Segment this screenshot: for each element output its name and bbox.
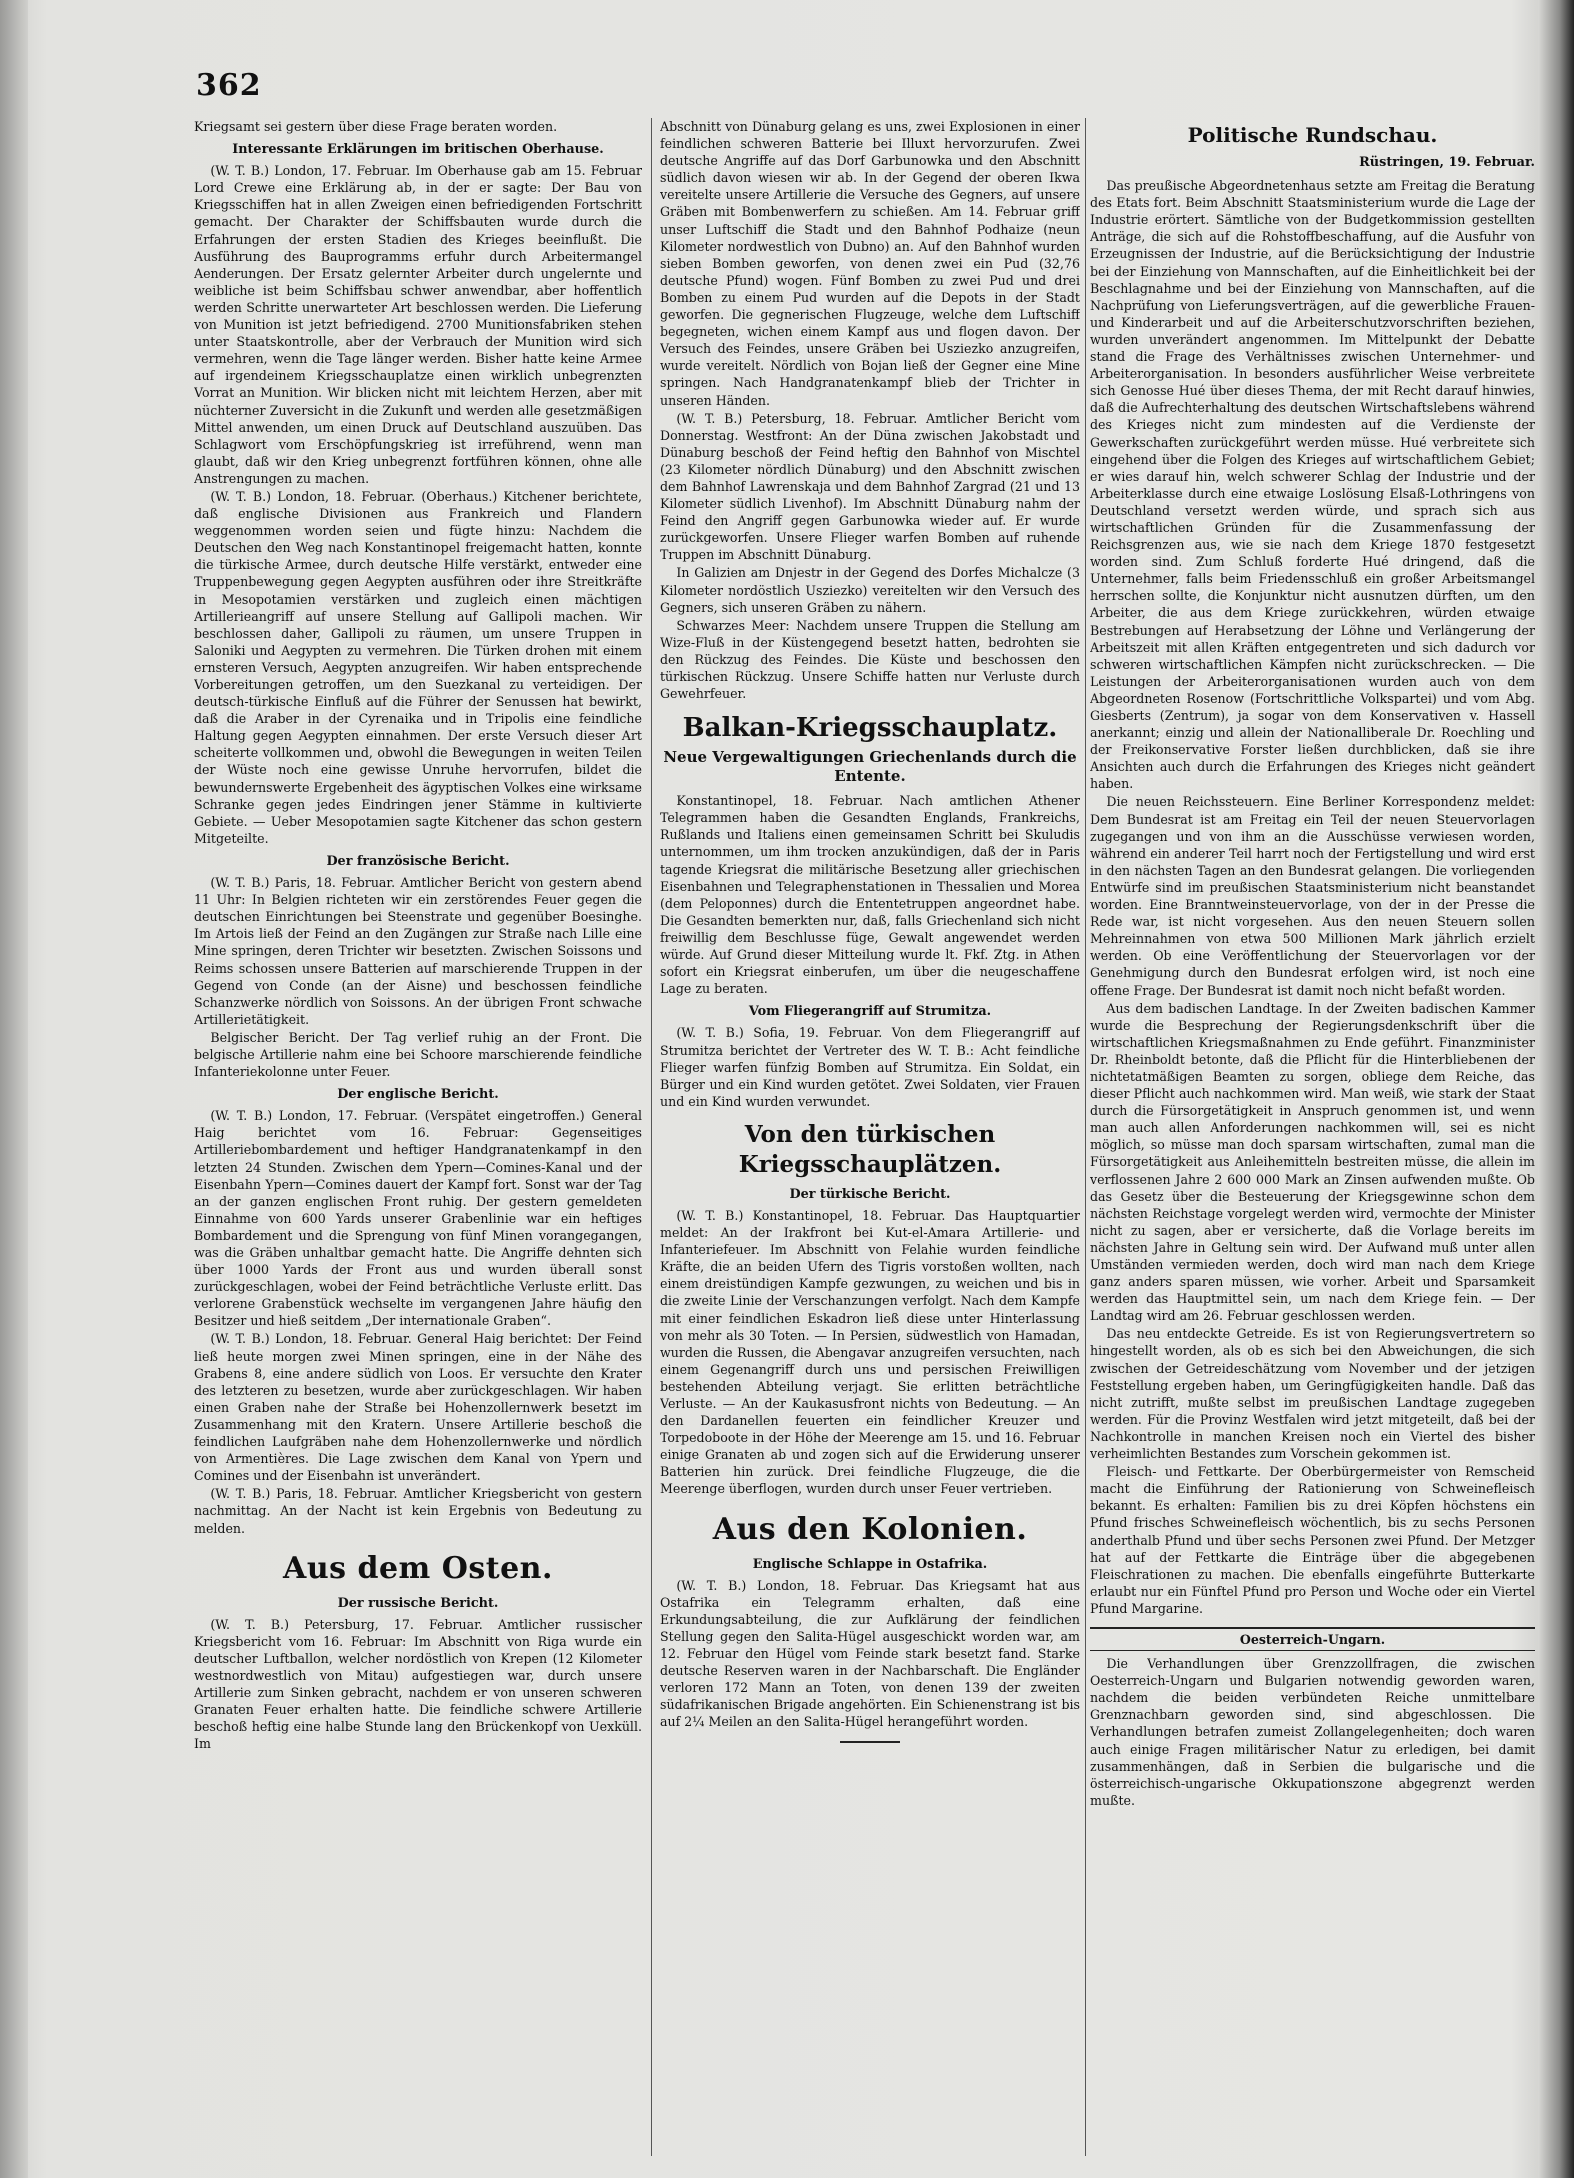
article-paragraph: (W. T. B.) Sofia, 19. Februar. Von dem Fliegerangriff auf Strumitza berichtet der Vertreter des W. T. B.: Acht feindliche Flieger warfen fünfzig Bomben auf Strumitza. Ein Soldat, ein Bürger und ein Kind wurden getötet. Zwei Soldaten, vier Frauen und ein Kind wurden verwundet. [660,1025,1080,1109]
article-paragraph: (W. T. B.) Petersburg, 17. Februar. Amtlicher russischer Kriegsbericht vom 16. Februar: Im Abschnitt von Riga wurde ein deutscher Luftballon, welcher nordöstlich von Krepen (12 Kilometer westnordwestlich von Mitau) aufgestiegen war, durch unsere Artillerie zum Sinken gebracht, nachdem er von unseren schweren Granaten Feuer erhalten hatte. Die feindliche schwere Artillerie beschoß heftig eine halbe Stunde lang den Brückenkopf von Uexküll. Im [194,1616,642,1752]
section-heading-kolonien: Aus den Kolonien. [712,1511,1028,1547]
article-paragraph: (W. T. B.) London, 17. Februar. (Verspätet eingetroffen.) General Haig berichtet vom 16. Februar: Gegenseitiges Artilleriebombardement und heftiger Handgranatenkampf in den letzten 24 Stunden. Zwischen dem Ypern—Comines-Kanal und der Eisenbahn Ypern—Comines dauert der Kampf fort. Sonst war der Tag an der ganzen englischen Front ruhig. Der gestern gemeldeten Einnahme von 600 Yards unserer Grabenlinie war ein heftiges Bombardement und die Sprengung von fünf Minen vorangegangen, was die Gräben unhaltbar gemacht hatte. Die Angriffe dehnten sich über 1000 Yards der Front aus und wurden überall sonst zurückgeschlagen, wobei der Feind beträchtliche Verluste erlitt. Das verlorene Grabenstück wechselte im vergangenen Jahre häufig den Besitzer und hieß seitdem „Der internationale Graben“. [194,1108,642,1329]
column-divider-2 [1085,118,1086,2156]
article-paragraph: (W. T. B.) Konstantinopel, 18. Februar. Das Hauptquartier meldet: An der Irakfront bei Kut-el-Amara Artillerie- und Infanteriefeuer. Im Abschnitt von Felahie wurden feindliche Kräfte, die an beiden Ufern des Tigris vorstoßen wollten, nach einem dreistündigen Kampfe gezwungen, zu weichen und bis in die zweite Linie der Verschanzungen verfolgt. Nach dem Kampfe mit einer feindlichen Eskadron ließ diese unter Hinterlassung von mehr als 30 Toten. — In Persien, südwestlich von Hamadan, wurden die Russen, die Abengavar anzugreifen versuchten, nach einem Gegenangriff durch uns und persischen Freiwilligen bestehenden Abteilung verjagt. Sie erlitten beträchtliche Verluste. — An der Kaukasusfront nichts von Bedeutung. — An den Dardanellen feuerten ein feindlicher Kreuzer und Torpedoboote in der Höhe der Meerenge am 15. und 16. Februar einige Granaten ab und zogen sich auf die Erwiderung unserer Batterien hin zurück. Drei feindliche Flugzeuge, die die Meerenge überflogen, wurden durch unser Feuer vertrieben. [660,1207,1080,1497]
column-divider-1 [651,118,652,2156]
page-number: 362 [196,68,262,103]
section-subheading: Englische Schlappe in Ostafrika. [752,1556,988,1572]
article-paragraph: Konstantinopel, 18. Februar. Nach amtlichen Athener Telegrammen haben die Gesandten Englands, Frankreichs, Rußlands und Italiens einen gemeinsamen Schritt bei Skuludis unternommen, um ihm trocken anzukündigen, daß der in Paris tagende Kriegsrat die militärische Besetzung aller griechischen Eisenbahnen und Telegraphenstationen in Thessalien und Morea (dem Peloponnes) durch die Ententetruppen angeordnet habe. Die Gesandten bemerkten nur, daß, falls Griechenland sich nicht freiwillig dem Beschlusse füge, Gewalt angewendet werden würde. Auf Grund dieser Mitteilung wurde lt. Fkf. Ztg. in Athen sofort ein Kriegsrat einberufen, um über die neugeschaffene Lage zu beraten. [660,793,1080,997]
article-paragraph: Das neu entdeckte Getreide. Es ist von Regierungsvertretern so hingestellt worden, als ob es sich bei den Abweichungen, die sich zwischen der Getreideschätzung vom November und der jetzigen Feststellung ergeben haben, um Geringfügigkeiten handle. Daß das nicht zutrifft, mußte selbst im preußischen Landtage zugegeben werden. Für die Provinz Westfalen wird jetzt mitgeteilt, daß bei der Nachkontrolle in manchen Kreisen noch ein Viertel des bisher verheimlichten Bestandes zum Vorschein gekommen ist. [1090,1326,1535,1462]
article-paragraph: (W. T. B.) London, 18. Februar. Das Kriegsamt hat aus Ostafrika ein Telegramm erhalten, daß eine Erkundungsabteilung, die zur Aufklärung der feindlichen Stellung gegen den Salita-Hügel ausgeschickt worden war, am 12. Februar den Hügel vom Feinde stark besetzt fand. Starke deutsche Reserven waren in der Nachbarschaft. Die Engländer verloren 172 Mann an Toten, von denen 139 der zweiten südafrikanischen Brigade angehörten. Ein Schienenstrang ist bis auf 2¼ Meilen an den Salita-Hügel herangeführt worden. [660,1577,1080,1730]
article-paragraph: (W. T. B.) Paris, 18. Februar. Amtlicher Bericht von gestern abend 11 Uhr: In Belgien richteten wir ein zerstörendes Feuer gegen die deutschen Einrichtungen bei Steenstrate und gegenüber Boesinghe. Im Artois ließ der Feind an den Zugängen zur Straße nach Lille eine Mine springen, deren Trichter wir besetzten. Zwischen Soissons und Reims schossen unsere Batterien auf marschierende Truppen in der Gegend von Conde (an der Aisne) und beschossen feindliche Schanzwerke nördlich von Soissons. An der übrigen Front schwache Artillerietätigkeit. [194,875,642,1027]
section-subheading: Vom Fliegerangriff auf Strumitza. [748,1004,992,1020]
section-heading-oesterreich: Oesterreich-Ungarn. [1090,1627,1535,1651]
page-right-edge [1538,0,1574,2178]
article-paragraph: Das preußische Abgeordnetenhaus setzte am Freitag die Beratung des Etats fort. Beim Abschnitt Staatsministerium wurde die Lage der Industrie erörtert. Sämtliche von der Budgetkommission gestellten Anträge, die sich auf die Rohstoffbeschaffung, auf die Ausfuhr von Erzeugnissen der Industrie, auf die Berücksichtigung der Industrie bei der Einziehung von Mannschaften, auf die Einheitlichkeit bei der Beschlagnahme und bei der Einziehung von Mannschaften, auf die Nachprüfung von Lieferungsverträgen, auf die gewerbliche Frauen- und Kinderarbeit und auf die Arbeiterschutzvorschriften beziehen, wurden unverändert angenommen. Im Mittelpunkt der Debatte stand die Frage des Verhältnisses zwischen Unternehmer- und Arbeiterorganisation. In besonders ausführlicher Weise verbreitete sich Genosse Hué über dieses Thema, der mit Recht darauf hinwies, daß die Aufrechterhaltung des deutschen Wirtschaftslebens während des Krieges nicht zum mindesten auf die Verdienste der Gewerkschaften zurückgeführt werden müsse. Hué verbreitete sich eingehend über die Folgen des Krieges auf wirtschaftlichem Gebiet; er wies darauf hin, welch schwerer Schlag der Industrie und der Arbeiterklasse durch eine etwaige Loslösung Elsaß-Lothringens von Deutschland versetzt werden würde, und sprach sich aus wirtschaftlichen Gründen für die Zusammenfassung der Reichsgrenzen aus, wie sie nach dem Kriege 1870 festgesetzt worden sind. Zum Schluß forderte Hué dringend, daß die Unternehmer, falls beim Friedensschluß ein großer Arbeitsmangel herrschen sollte, die Konjunktur nicht ausnutzen dürften, um den Arbeiter, die aus dem Kriege zurückkehren, würden etwaige Bestrebungen auf Herabsetzung der Löhne und Verlängerung der Arbeitszeit mit allen Kräften entgegentreten und sich dadurch vor schweren wirtschaftlichen Kämpfen nicht zurückschrecken. — Die Leistungen der Arbeiterorganisationen wurden auch von dem Abgeordneten Rosenow (Fortschrittliche Volkspartei) und vom Abg. Giesberts (Zentrum), ja sogar von dem Konservativen v. Hassell anerkannt; einzig und allein der Nationalliberale Dr. Roechling und der Freikonservative Forster ließen durchblicken, daß sie ihre Ansichten auch durch die Erfahrungen des Krieges nicht geändert haben. [1090,178,1535,792]
article-paragraph: Aus dem badischen Landtage. In der Zweiten badischen Kammer wurde die Besprechung der Regierungsdenkschrift über die wirtschaftlichen Kriegsmaßnahmen zu Ende geführt. Finanzminister Dr. Rheinboldt betonte, daß die Pflicht für die Hinterbliebenen der nichtetatmäßigen Beamten zu sorgen, obliege dem Reiche, das dieser Pflicht auch nachkommen wird. Man weiß, wie stark der Staat durch die Fürsorgetätigkeit in Anspruch genommen ist, und wenn man auch allen Anforderungen nachkommen will, sei es nicht möglich, so müsse man doch sparsam wirtschaften, zumal man die Fürsorgetätigkeit aus Anleihemitteln bestreiten müsse, die allein im verflossenen Jahre 2 600 000 Mark an Zinsen aufwenden mußte. Ob das Gesetz über die Besteuerung der Kriegsgewinne schon dem nächsten Reichstage vorgelegt werden wird, vermochte der Minister nicht zu sagen, aber er versicherte, daß die Vorlage bereits im nächsten Jahre in Geltung sein wird. Der Aufwand muß unter allen Umständen vermieden werden, doch wird man nach dem Kriege ganz anders sparen müssen, wie vorher. Arbeit und Sparsamkeit werden das Hauptmittel sein, um nach dem Kriege fein. — Der Landtag wird am 26. Februar geschlossen werden. [1090,1000,1535,1324]
column-3 [1090,118,1535,2158]
article-paragraph: (W. T. B.) London, 18. Februar. (Oberhaus.) Kitchener berichtete, daß englische Divisionen aus Frankreich und Flandern weggenommen worden seien und fügte hinzu: Nachdem die Deutschen den Weg nach Konstantinopel freigemacht hatten, konnte die türkische Armee, durch deutsche Hilfe verstärkt, entweder eine Truppenbewegung gegen Aegypten ausführen oder ihre Streitkräfte in Mesopotamien verstärken und zugleich einen mächtigen Artillerieangriff auf unsere Stellung auf Gallipoli machen. Wir beschlossen daher, Gallipoli zu räumen, um unsere Truppen in Saloniki und Aegypten zu vermehren. Die Türken drohen mit einem ernsteren Versuch, Aegypten anzugreifen. Wir haben entsprechende Vorbereitungen getroffen, um den Suezkanal zu verteidigen. Der deutsch-türkische Einfluß auf die Führer der Senussen hat bewirkt, daß die Araber in der Cyrenaika und in Tripolis eine feindliche Haltung gegen Aegypten einnahmen. Der erste Versuch dieser Art scheiterte vollkommen und, obwohl die Bewegungen in weiten Teilen der Wüste noch eine gewisse Unruhe hervorrufen, bildet die bewundernswerte Ergebenheit des ägyptischen Volkes eine wirksame Schranke gegen jedes Eindringen jener Stämme in kultivierte Gebiete. — Ueber Mesopotamien sagte Kitchener das schon gestern Mitgeteilte. [194,488,642,846]
end-rule [840,1741,900,1743]
section-subheading: Der englische Bericht. [337,1087,499,1103]
article-paragraph: Fleisch- und Fettkarte. Der Oberbürgermeister von Remscheid macht die Einführung der Rationierung von Schweinefleisch bekannt. Es erhalten: Familien bis zu drei Köpfen höchstens ein Pfund frisches Schweinefleisch wöchentlich, bis zu sechs Personen anderthalb Pfund und über sechs Personen zwei Pfund. Der Metzger hat auf der Fettkarte die Einträge über die abgegebenen Fleischrationen zu machen. Die ebenfalls eingeführte Butterkarte erlaubt nur ein Fünftel Pfund pro Person und Woche oder ein Viertel Pfund Margarine. [1090,1464,1535,1616]
section-heading-osten: Aus dem Osten. [283,1550,553,1586]
section-heading-balkan: Balkan-Kriegsschauplatz. [682,713,1058,744]
article-paragraph: (W. T. B.) London, 17. Februar. Im Oberhause gab am 15. Februar Lord Crewe eine Erklärung ab, in der er sagte: Der Bau von Kriegsschiffen hat in allen Zweigen einen befriedigenden Fortschritt gemacht. Der Charakter der Schiffsbauten wurde durch die Erfahrungen der ersten Stadien des Krieges beeinflußt. Die Ausführung des Bauprogramms erfuhr durch Arbeitermangel Aenderungen. Der Ersatz gelernter Arbeiter durch ungelernte und weibliche ist beim Schiffsbau schwer anwendbar, aber hoffentlich werden Schritte unerwarteter Art beschlossen werden. Die Lieferung von Munition ist jetzt befriedigend. 2700 Munitionsfabriken stehen unter Staatskontrolle, aber der Verbrauch der Munition wird sich vermehren, wenn die Tage länger werden. Bisher hatte keine Armee auf irgendeinem Kriegsschauplatze einen wirklich unbegrenzten Vorrat an Munition. Wir blicken nicht mit leichtem Herzen, aber mit nüchterner Zuversicht in die Zukunft und werden alle gesetzmäßigen Mittel anwenden, um einen Druck auf Deutschland auszuüben. Das Schlagwort vom Erschöpfungskrieg ist irreführend, wenn man glaubt, daß wir den Krieg unbegrenzt fortführen können, ohne alle Anstrengungen zu machen. [194,163,642,486]
article-paragraph: In Galizien am Dnjestr in der Gegend des Dorfes Michalcze (3 Kilometer nordöstlich Usziezko) vereitelten wir den Versuch des Gegners, sich unseren Gräben zu nähern. [660,565,1080,615]
section-subheading: Interessante Erklärungen im britischen Oberhause. [232,142,604,158]
article-paragraph: Belgischer Bericht. Der Tag verlief ruhig an der Front. Die belgische Artillerie nahm eine bei Schoore marschierende feindliche Infanteriekolonne unter Feuer. [194,1029,642,1080]
section-heading-tuerkisch: Von den türkischen Kriegsschauplätzen. [738,1120,1002,1178]
dateline: Rüstringen, 19. Februar. [1359,155,1535,170]
article-paragraph: Abschnitt von Dünaburg gelang es uns, zwei Explosionen in einer feindlichen schweren Batterie bei Illuxt hervorzurufen. Zwei deutsche Angriffe auf das Dorf Garbunowka und den Abschnitt südlich davon wiesen wir ab. In der Gegend der oberen Ikwa vereitelte unsere Artillerie die Versuche des Gegners, auf unsere Gräben mit Bombenwerfern zu schießen. Am 14. Februar griff unser Luftschiff die Stadt und den Bahnhof Podhaize (neun Kilometer nordwestlich von Dubno) an. Auf den Bahnhof wurden sieben Bomben geworfen, von denen zwei ein Pud (32,76 deutsche Pfund) wogen. Fünf Bomben zu zwei Pud und drei Bomben zu einem Pud wurden auf die Depots in der Stadt geworfen. Die gegnerischen Flugzeuge, welche dem Luftschiff begegneten, wichen einem Kampf aus und flogen davon. Der Versuch des Feindes, unsere Gräben bei Usziezko anzugreifen, wurde vereitelt. Nördlich von Bojan ließ der Gegner eine Mine springen. Nach Handgranatenkampf blieb der Trichter in unseren Händen. [660,119,1080,408]
article-paragraph: (W. T. B.) Paris, 18. Februar. Amtlicher Kriegsbericht von gestern nachmittag. An der Nacht ist kein Ergebnis von Bedeutung zu melden. [194,1486,642,1536]
article-headline: Neue Vergewaltigungen Griechenlands durch die Entente. [663,748,1077,786]
page-left-edge [0,0,28,2178]
column-2 [660,118,1080,2158]
article-paragraph: (W. T. B.) Petersburg, 18. Februar. Amtlicher Bericht vom Donnerstag. Westfront: An der Düna zwischen Jakobstadt und Dünaburg beschoß der Feind heftig den Bahnhof von Mischtel (23 Kilometer nördlich Dünaburg) und den Abschnitt zwischen dem Bahnhof Lawrenskaja und dem Bahnhof Zargrad (21 und 13 Kilometer südlich Livenhof). Im Abschnitt Dünaburg nahm der Feind den Angriff gegen Garbunowka wieder auf. Er wurde zurückgeworfen. Unsere Flieger warfen Bomben auf ruhende Truppen im Abschnitt Dünaburg. [660,410,1080,563]
article-paragraph: Kriegsamt sei gestern über diese Frage beraten worden. [194,119,558,134]
article-paragraph: Schwarzes Meer: Nachdem unsere Truppen die Stellung am Wize-Fluß in der Küstengegend besetzt hatten, bedrohten sie den Rückzug des Feindes. Die Küste und beschossen den türkischen Rückzug. Unsere Schiffe hatten nur Verluste durch Gewehrfeuer. [660,617,1080,702]
section-heading-politische-rundschau: Politische Rundschau. [1187,123,1438,147]
article-paragraph: Die neuen Reichssteuern. Eine Berliner Korrespondenz meldet: Dem Bundesrat ist am Freitag ein Teil der neuen Steuervorlagen zugegangen und von ihm an die Ausschüsse verwiesen worden, während ein anderer Teil harrt noch der Fertigstellung und wird erst in den nächsten Tagen an den Bundesrat gelangen. Die vorliegenden Entwürfe sind im preußischen Staatsministerium nicht beanstandet worden. Eine Branntweinsteuervorlage, von der in der Presse die Rede war, ist nicht vorgesehen. Aus den neuen Steuern sollen Mehreinnahmen von etwa 500 Millionen Mark jährlich erzielt werden. Ob eine Veröffentlichung der Steuervorlagen vor der Genehmigung durch den Bundesrat erfolgen wird, ist noch eine offene Frage. Der Bundesrat ist damit noch nicht befaßt worden. [1090,794,1535,998]
section-subheading: Der russische Bericht. [337,1595,499,1611]
article-paragraph: (W. T. B.) London, 18. Februar. General Haig berichtet: Der Feind ließ heute morgen zwei Minen springen, eine in der Nähe des Grabens 8, eine andere südlich von Loos. Er versuchte den Krater des letzteren zu besetzen, wurde aber zurückgeschlagen. Wir haben einen Graben nahe der Straße bei Hohenzollernwerk besetzt im Zusammenhang mit den Kratern. Unsere Artillerie beschoß die feindlichen Laufgräben nahe dem Hohenzollernwerke und nördlich von Armentières. Die Lage zwischen dem Kanal von Ypern und Comines und der Eisenbahn ist unverändert. [194,1331,642,1484]
section-subheading: Der französische Bericht. [326,853,510,869]
article-paragraph: Die Verhandlungen über Grenzzollfragen, die zwischen Oesterreich-Ungarn und Bulgarien notwendig geworden waren, nachdem die beiden verbündeten Reiche unmittelbare Grenznachbarn geworden sind, sind abgeschlossen. Die Verhandlungen betrafen zumeist Zollangelegenheiten; doch waren auch einige Fragen militärischer Natur zu erledigen, bei damit zusammenhängen, daß in Serbien die bulgarische und die österreichisch-ungarische Okkupationszone abgegrenzt werden mußte. [1090,1656,1535,1808]
column-1 [194,118,642,2158]
section-subheading: Der türkische Bericht. [789,1186,951,1202]
